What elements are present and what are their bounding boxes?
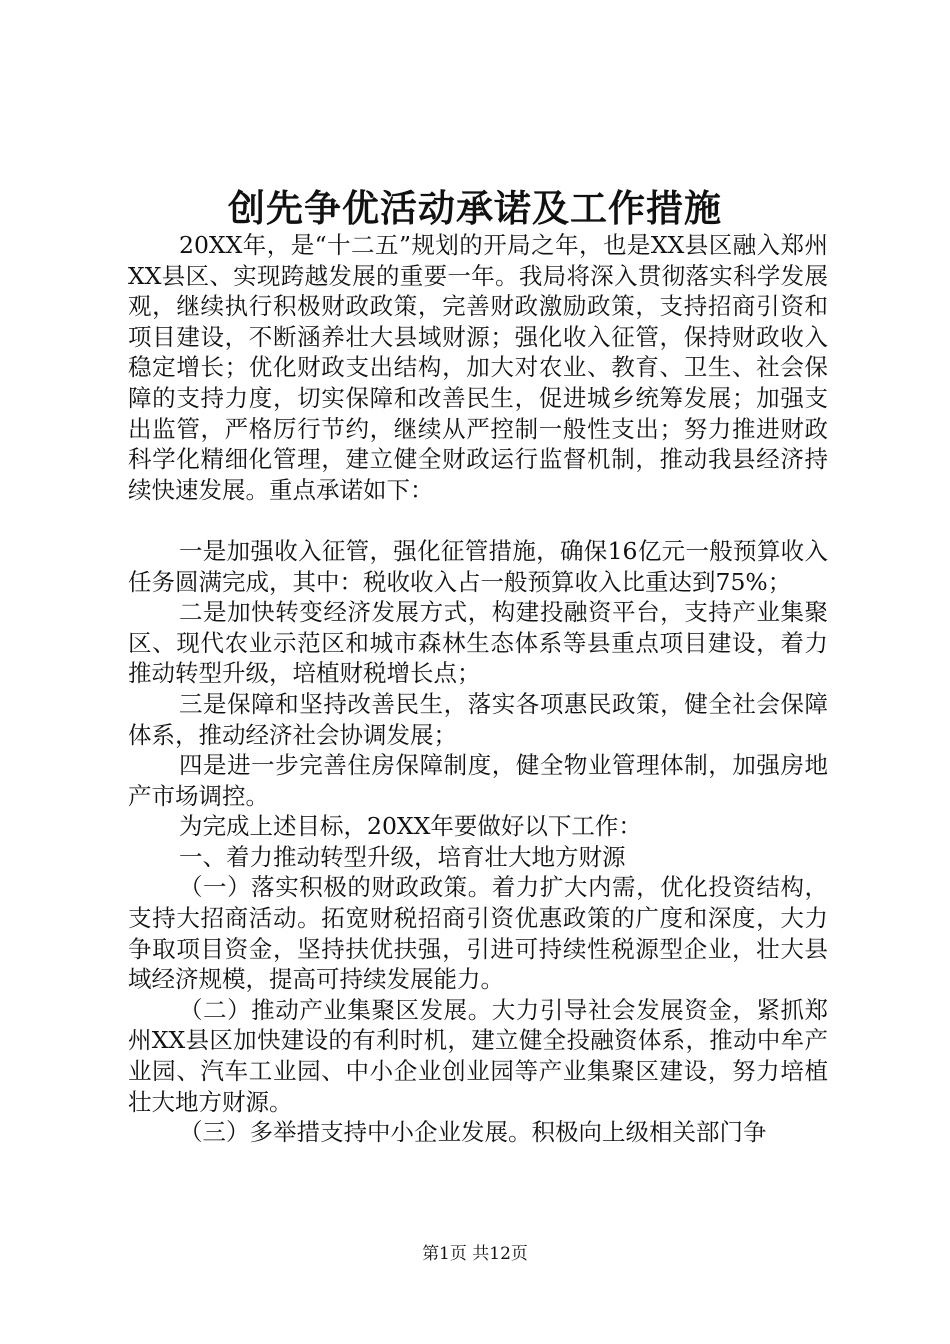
page-number-footer: 第1页 共12页 (422, 1244, 528, 1264)
section-heading-1: 一、着力推动转型升级，培育壮大地方财源 (179, 842, 626, 871)
paragraph-intro: 20XX年，是“十二五”规划的开局之年，也是XX县区融入郑州XX县区、实现跨越发展的重要一年。我局将深入贯彻落实科学发展观，继续执行积极财政政策，完善财政激励政策，支持招商引资和项目建设，不断涵养壮大县域财源；强化收入征管，保持财政收入稳定增长；优化财政支出结构，加大对农业、教育、卫生、社会保障的支持力度，切实保障和改善民生，促进城乡统筹发展；加强支出监管，严格厉行节约，继续从严控制一般性支出；努力推进财政科学化精细化管理，建立健全财政运行监督机制，推动我县经济持续快速发展。重点承诺如下： (128, 231, 828, 504)
paragraph-item-3: （三）多举措支持中小企业发展。积极向上级相关部门争 (179, 1118, 767, 1147)
paragraph-commitment-4: 四是进一步完善住房保障制度，健全物业管理体制，加强房地产市场调控。 (128, 751, 828, 810)
paragraph-commitment-1: 一是加强收入征管，强化征管措施，确保16亿元一般预算收入任务圆满完成，其中：税收收入占一般预算收入比重达到75%； (128, 536, 828, 596)
paragraph-item-2: （二）推动产业集聚区发展。大力引导社会发展资金，紧抓郑州XX县区加快建设的有利时机，建立健全投融资体系，推动中牟产业园、汽车工业园、中小企业创业园等产业集聚区建设，努力培植壮大地方财源。 (128, 995, 828, 1116)
document-title: 创先争优活动承诺及工作措施 (228, 186, 722, 230)
paragraph-commitment-2: 二是加快转变经济发展方式，构建投融资平台，支持产业集聚区、现代农业示范区和城市森林生态体系等县重点项目建设，着力推动转型升级，培植财税增长点； (128, 598, 828, 688)
document-body (128, 230, 828, 1148)
paragraph-commitment-3: 三是保障和坚持改善民生，落实各项惠民政策，健全社会保障体系，推动经济社会协调发展； (128, 689, 828, 749)
blank-line (128, 505, 828, 536)
paragraph-work-intro: 为完成上述目标，20XX年要做好以下工作： (179, 812, 642, 841)
paragraph-item-1: （一）落实积极的财政政策。着力扩大内需，优化投资结构，支持大招商活动。拓宽财税招商引资优惠政策的广度和深度，大力争取项目资金，坚持扶优扶强，引进可持续性税源型企业，壮大县域经济规模，提高可持续发展能力。 (128, 873, 828, 994)
